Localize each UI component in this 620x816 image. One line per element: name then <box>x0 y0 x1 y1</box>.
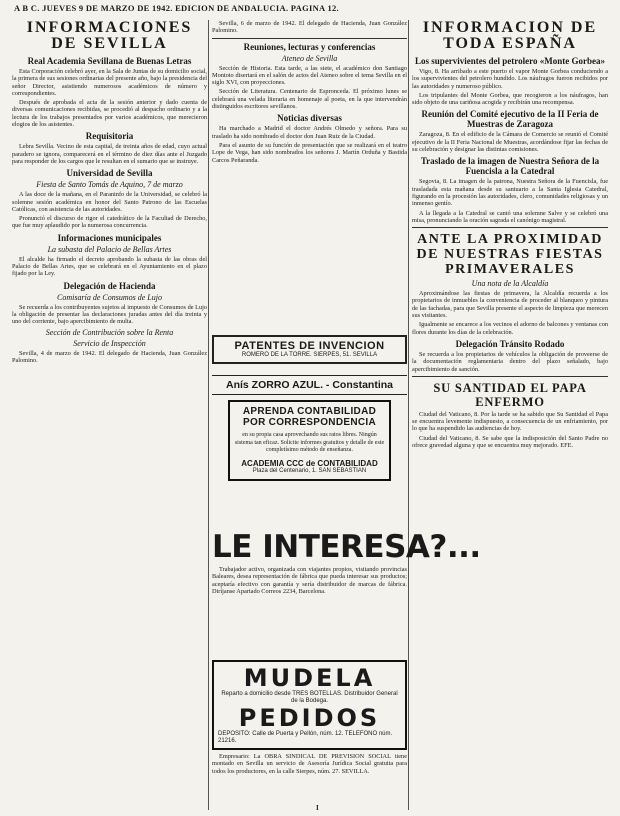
column-middle <box>212 20 407 360</box>
article-subtitle: Sección de Contribución sobre la Renta <box>45 327 174 337</box>
article-title: Real Academia Sevillana de Buenas Letras <box>27 56 192 66</box>
ad-ccc <box>212 396 407 485</box>
article-subtitle: Fiesta de Santo Tomás de Aquino, 7 de marzo <box>36 180 183 190</box>
divider <box>412 227 608 228</box>
article-text: Sección de Literatura. Centenario de Espronceda. El próximo lunes se celebrará una velada literaria en homenaje al poeta, en la que intervendrán distinguidos escritores sevillanos. <box>212 88 407 111</box>
article-title: Reunión del Comité ejecutivo de la II Feria de Muestras de Zaragoza <box>421 109 599 130</box>
article-subtitle: Servicio de Inspección <box>73 338 146 348</box>
ad-anis-text: Anís ZORRO AZUL. - Constantina <box>212 375 407 395</box>
article-text: Segovia, 8. La imagen de la patrona, Nuestra Señora de la Fuencisla, fue trasladada esta mañana desde su santuario a la Santa Iglesia Catedral, figurando en la procesión las autoridades, clero, comunidades religiosas y un inmenso gentío. <box>412 178 608 208</box>
article-title: Delegación de Hacienda <box>63 280 156 291</box>
page-mark: I <box>316 804 319 812</box>
article-text: Zaragoza, 8. En el edificio de la Cámara de Comercio se reunió el Comité ejecutivo de la II Feria Nacional de Muestras, acordándose fijar las fechas de su celebración y designar las distintas comisiones. <box>412 131 608 154</box>
article-text: Sevilla, 4 de marzo de 1942. El delegado de Hacienda, Juan González Palomino. <box>12 349 207 364</box>
article-subtitle: Una nota de la Alcaldía <box>471 279 549 289</box>
ad-mudela <box>212 660 407 777</box>
article-text: Lebra Sevilla. Vecino de esta capital, de treinta años de edad, cuyo actual paradero se ignora, comparecerá en el término de diez días ante el Juzgado para responder de los cargos que le resultan en el sumario que se instruye. <box>12 143 207 165</box>
article-title: Noticias diversas <box>277 113 342 124</box>
article-text: Sección de Historia. Esta tarde, a las siete, el académico don Santiago Montoto disertará en el salón de actos del Ateneo sobre el tema Sevilla en el siglo XVI, con proyecciones. <box>212 64 407 87</box>
ad-pedidos-title: PEDIDOS <box>238 704 381 732</box>
article-subtitle: Ateneo de Sevilla <box>281 53 338 63</box>
ad-patentes-sub: ROMERO DE LA TORRE. SIERPES, 51. SEVILLA <box>241 352 378 358</box>
article-title: Informaciones municipales <box>57 232 162 243</box>
divider <box>412 376 608 377</box>
article-text: Para el asunto de su función de presentación que se realizará en el teatro Lope de Vega, han sido nombrados los señores J. Martín Orduña y Bastida Carcos Peñaranda. <box>212 141 407 164</box>
article-text: El alcalde ha firmado el decreto aprobando la subasta de las obras del Palacio de Bellas Artes, que se celebrará en el Ayuntamiento en el plazo fijado por la Ley. <box>12 255 207 278</box>
article-text: Trabajador activo, organizada con viajantes propios, visitando provincias Baleares, desea representación de fábrica que pueda interesar sus productos; aceptaría efectivo con garantía y sería distribuidor de marcas de fábrica. Diríjanse Apartado Correos 2234, Barcelona. <box>212 566 407 595</box>
ad-ccc-brand: ACADEMIA CCC de CONTABILIDAD <box>241 458 378 468</box>
article-subtitle: Comisaría de Consumos de Lujo <box>57 292 162 302</box>
article-text: Los tripulantes del Monte Gorbea, que recogieron a los náufragos, han sido objeto de una cariñosa acogida y recibirán una recompensa. <box>412 91 608 107</box>
article-text: Igualmente se encarece a los vecinos el adorno de balcones y ventanas con flores durante los días de la celebración. <box>412 321 608 336</box>
ad-interesa-body <box>212 566 407 597</box>
article-title: Universidad de Sevilla <box>66 168 153 179</box>
ad-mudela-title: MUDELA <box>243 664 376 692</box>
column-right <box>412 20 608 810</box>
article-text: Vigo, 8. Ha arribado a este puerto el vapor Monte Gorbea conduciendo a los supervivientes del petrolero hundido. Los náufragos fueron recibidos por las autoridades y numeroso público. <box>412 68 608 90</box>
article-title: Delegación Tránsito Rodado <box>455 338 565 349</box>
article-text: Se recuerda a los contribuyentes sujetos al impuesto de Consumos de Lujo la obligación de presentar las declaraciones juradas antes del día treinta y uno del corriente, bajo apercibimiento de multa. <box>12 303 207 326</box>
column-left <box>12 20 207 810</box>
article-subtitle: La subasta del Palacio de Bellas Artes <box>47 244 172 254</box>
article-title-fiestas: ANTE LA PROXIMIDAD DE NUESTRAS FIESTAS PRIMAVERALES <box>416 232 604 278</box>
ad-interesa-title: LE INTERESA?... <box>212 530 481 564</box>
section-head-sevilla: INFORMACIONES DE SEVILLA <box>26 20 193 52</box>
article-text: Se recuerda a los propietarios de vehículos la obligación de proveerse de la documentación reglamentaria dentro del plazo señalado, bajo apercibimiento de sanción. <box>412 350 608 373</box>
article-text: A la llegada a la Catedral se cantó una solemne Salve y se celebró una misa, pronunciando la oración sagrada el canónigo magistral. <box>412 209 608 224</box>
ad-ccc-body: en su propia casa aprovechando sus ratos libres. Ningún sistema tan eficaz. Solicite informes gratuitos y detalle de este completísimo método de enseñanza. <box>234 432 385 453</box>
ad-ccc-title: APRENDA CONTABILIDAD POR CORRESPONDENCIA <box>242 406 377 428</box>
article-title: Traslado de la imagen de Nuestra Señora de la Fuencisla a la Catedral <box>420 156 600 177</box>
article-text: Ciudad del Vaticano, 8. Se sabe que la indisposición del Santo Padre no ofrece gravedad alguna y que se encuentra muy mejorado. EFE. <box>412 434 608 450</box>
article-text: Sevilla, 6 de marzo de 1942. El delegado de Hacienda, Juan González Palomino. <box>212 20 407 35</box>
article-text: Ciudad del Vaticano, 8. Por la tarde se ha sabido que Su Santidad el Papa se encuentra levemente indispuesto, a consecuencia de un enfriamiento, por lo que ha suspendido las audiencias de hoy. <box>412 410 608 433</box>
article-text: Aproximándose las fiestas de primavera, la Alcaldía recuerda a los propietarios de inmuebles la conveniencia de proceder al blanqueo y pintura de las fachadas, para que Sevilla presente el aspecto de limpieza que merecen sus visitantes. <box>412 290 608 320</box>
masthead: A B C. JUEVES 9 DE MARZO DE 1942. EDICION DE ANDALUCIA. PAGINA 12. <box>14 3 339 13</box>
article-text: A las doce de la mañana, en el Paraninfo de la Universidad, se celebró la solemne sesión académica en honor del Santo Patrono de las Escuelas Católicas, con asistencia de las autoridades. <box>12 191 207 213</box>
ad-pedidos-sub: DEPOSITO: Calle de Puerta y Pellón, núm. 12. TELEFONO núm. 21216. <box>218 731 393 744</box>
ad-patentes <box>212 332 407 367</box>
section-head-espana: INFORMACION DE TODA ESPAÑA <box>422 20 598 52</box>
column-rule-left <box>208 20 209 810</box>
article-text: Ha marchado a Madrid el doctor Andrés Olmedo y señora. Para su traslado ha sido nombrado el doctor don Juan Ruiz de la Ciudad. <box>212 125 407 140</box>
article-title: Requisitoria <box>85 131 134 142</box>
article-title: Los supervivientes del petrolero «Monte Gorbea» <box>415 56 605 66</box>
column-rule-right <box>408 20 409 810</box>
ad-ccc-address: Plaza del Centenario, 1. SAN SEBASTIAN <box>252 467 367 474</box>
article-text: Empresario: La OBRA SINDICAL DE PREVISION SOCIAL tiene montado en Sevilla un servicio de Asesoría Jurídica Social gratuita para todos los productores, en la calle Sierpes, núm. 27. SEVILLA. <box>212 753 407 775</box>
ad-mudela-sub: Reparto a domicilio desde TRES BOTELLAS. Distribuidor General de la Bodega. <box>221 691 398 704</box>
ad-patentes-title: PATENTES DE INVENCION <box>234 340 385 352</box>
article-title-papa: SU SANTIDAD EL PAPA ENFERMO <box>433 380 587 409</box>
article-title: Reuniones, lecturas y conferencias <box>243 41 376 52</box>
article-text: Pronunció el discurso de rigor el catedrático de la Facultad de Derecho, que fue muy aplaudido por la numerosa concurrencia. <box>12 215 207 230</box>
article-text: Esta Corporación celebró ayer, en la Sala de Juntas de su domicilio social, la primera de sus sesiones ordinarias del presente año, bajo la presidencia del señor Director, asistiendo numerosos académicos de número y correspondientes. <box>12 68 207 97</box>
article-text: Después de aprobada el acta de la sesión anterior y dado cuenta de diversas comunicaciones recibidas, se procedió al despacho ordinario y a la lectura de los trabajos presentados por varios académicos, que merecieron elogios de los asistentes. <box>12 99 207 129</box>
ad-anis <box>212 375 407 395</box>
divider <box>212 38 407 39</box>
